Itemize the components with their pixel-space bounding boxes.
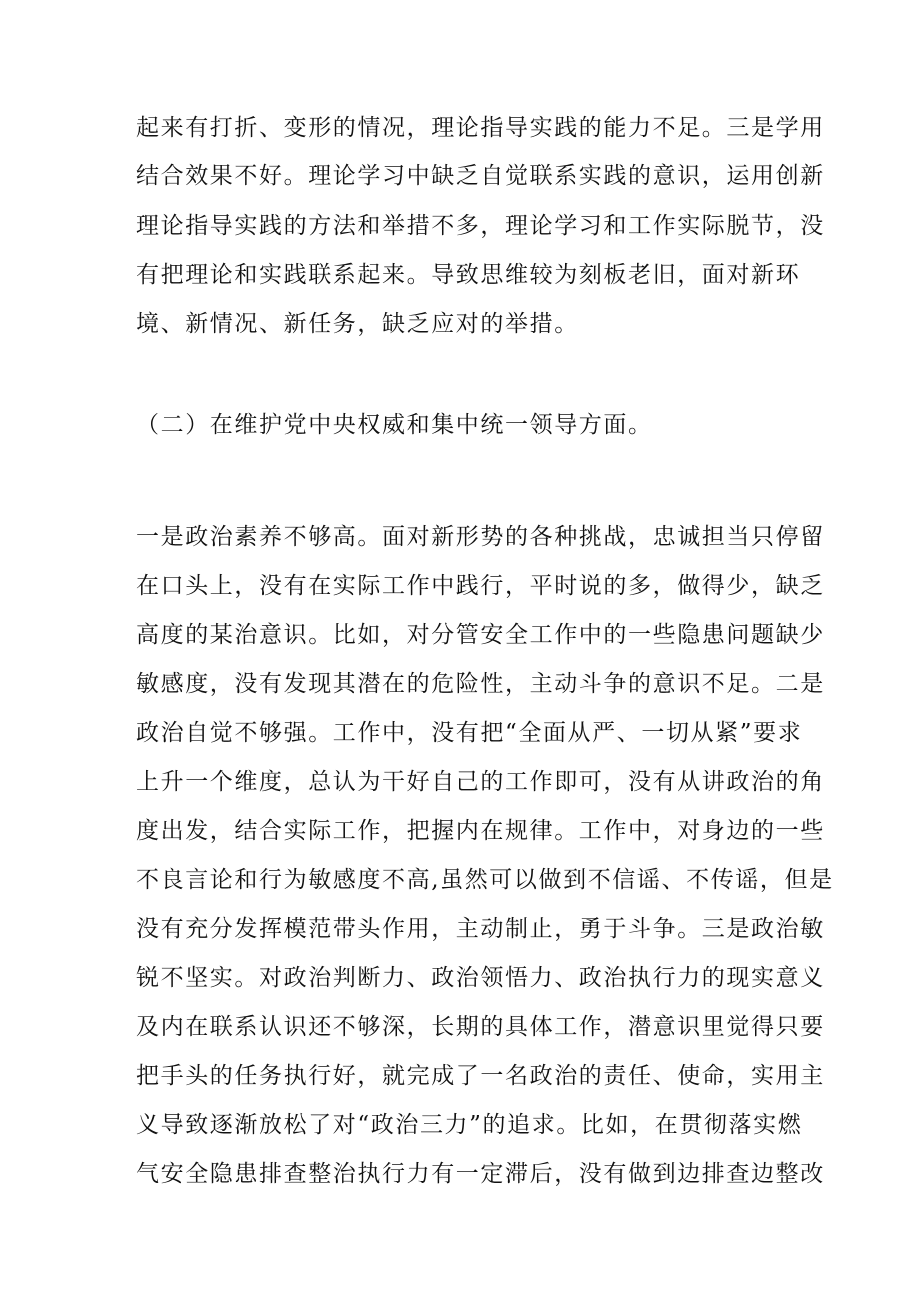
text-line: 度出发，结合实际工作，把握内在规律。工作中，对身边的一些: [136, 818, 825, 844]
text-line: 结合效果不好。理论学习中缺乏自觉联系实践的意识，运用创新: [136, 163, 825, 189]
text-line: 敏感度，没有发现其潜在的危险性，主动斗争的意识不足。二是: [136, 671, 825, 697]
text-line: 一是政治素养不够高。面对新形势的各种挑战，忠诚担当只停留: [136, 524, 825, 550]
text-line: 高度的某治意识。比如，对分管安全工作中的一些隐患问题缺少: [136, 622, 825, 648]
text-line: 不良言论和行为敏感度不高,虽然可以做到不信谣、不传谣，但是: [136, 867, 834, 893]
text-line: 在口头上，没有在实际工作中践行，平时说的多，做得少，缺乏: [136, 573, 825, 599]
text-line: 没有充分发挥模范带头作用，主动制止，勇于斗争。三是政治敏: [136, 916, 825, 942]
text-line: 上升一个维度，总认为干好自己的工作即可，没有从讲政治的角: [136, 769, 825, 795]
section-heading: （二）在维护党中央权威和集中统一领导方面。: [136, 412, 653, 438]
text-line: 境、新情况、新任务，缺乏应对的举措。: [136, 311, 579, 337]
text-line: 及内在联系认识还不够深，长期的具体工作，潜意识里觉得只要: [136, 1014, 825, 1040]
text-line: 政治自觉不够强。工作中，没有把“全面从严、一切从紧”要求: [136, 720, 803, 746]
text-line: 锐不坚实。对政治判断力、政治领悟力、政治执行力的现实意义: [136, 965, 825, 991]
text-line: 有把理论和实践联系起来。导致思维较为刻板老旧，面对新环: [136, 262, 801, 288]
text-line: 起来有打折、变形的情况，理论指导实践的能力不足。三是学用: [136, 115, 825, 141]
text-line: 义导致逐渐放松了对“政治三力”的追求。比如，在贯彻落实燃: [136, 1112, 803, 1138]
text-line: 把手头的任务执行好，就完成了一名政治的责任、使命，实用主: [136, 1063, 825, 1089]
text-line: 气安全隐患排查整治执行力有一定滞后，没有做到边排查边整改: [136, 1161, 825, 1187]
text-line: 理论指导实践的方法和举措不多，理论学习和工作实际脱节，没: [136, 213, 825, 239]
